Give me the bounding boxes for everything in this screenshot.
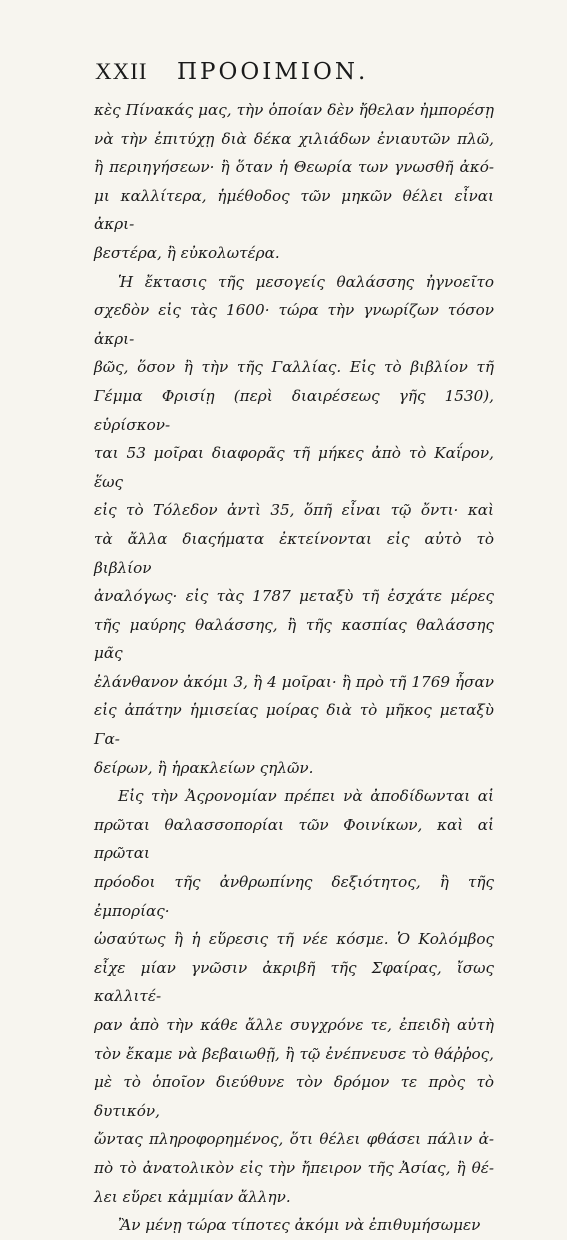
text-line: δείρων, ἢ ἡρακλείων ςηλῶν. — [94, 758, 314, 777]
text-line: κὲς Πίνακάς μας, τὴν ὁποίαν δὲν ἤθελαν ἠμπορέσῃ — [94, 101, 494, 119]
text-line: λει εὕρει κἀμμίαν ἄλλην. — [94, 1187, 291, 1206]
text-line: Ἡ ἔκτασις τῆς μεσογείς θαλάσσης ἠγνοεῖτο — [118, 272, 494, 291]
text-line: ραν ἀπὸ τὴν κάθε ἄλλε συγχρόνε τε, ἐπειδὴ αὐτὴ — [94, 1016, 494, 1034]
text-line: βεστέρα, ἢ εὐκολωτέρα. — [94, 243, 280, 262]
text-line: μι καλλίτερα, ἡμέθοδος τῶν μηκῶν θέλει εἶναι ἀκρι- — [94, 186, 494, 234]
text-line: μὲ τὸ ὁποῖον διεύθυνε τὸν δρόμον τε πρὸς τὸ δυτικόν, — [94, 1073, 494, 1120]
paragraph — [94, 1211, 494, 1240]
text-line: ται 53 μοῖραι διαφορᾶς τῆ μήκες ἀπὸ τὸ Καΐρον, ἕως — [94, 444, 494, 491]
text-line: εἰς ἀπάτην ἡμισείας μοίρας διὰ τὸ μῆκος μεταξὺ Γα- — [94, 701, 494, 749]
text-line: ὡσαύτως ἢ ἡ εὕρεσις τῆ νέε κόσμε. Ὁ Κολόμβος — [94, 930, 494, 949]
paragraph — [94, 782, 494, 1211]
text-line: τὸν ἔκαμε νὰ βεβαιωθῇ, ἢ τῷ ἐνέπνευσε τὸ θάῤῥος, — [94, 1044, 494, 1063]
text-line: τὰ ἄλλα διαςήματα ἐκτείνονται εἰς αὐτὸ τὸ βιβλίον — [94, 529, 494, 577]
paragraph — [94, 268, 494, 783]
text-line: τῆς μαύρης θαλάσσης, ἢ τῆς κασπίας θαλάσσης μᾶς — [94, 615, 494, 663]
body-text — [94, 96, 494, 1240]
text-line: βῶς, ὅσον ἢ τὴν τῆς Γαλλίας. Εἰς τὸ βιβλίον τῆ — [94, 358, 494, 377]
running-title: ΠΡΟΟΙΜΙΟΝ. — [177, 59, 369, 85]
text-line: ἀναλόγως· εἰς τὰς 1787 μεταξὺ τῆ ἐσχάτε μέρες — [94, 587, 494, 606]
text-line: πρόοδοι τῆς ἀνθρωπίνης δεξιότητος, ἢ τῆς ἐμπορίας· — [94, 873, 494, 920]
text-line: Ἂν μένῃ τώρα τίποτες ἀκόμι νὰ ἐπιθυμήσωμεν — [118, 1216, 481, 1235]
text-line: Εἰς τὴν Ἀςρονομίαν πρέπει νὰ ἀποδίδωνται αἱ — [118, 787, 494, 806]
text-line: ἢ περιηγήσεων· ἢ ὅταν ἡ Θεωρία των γνωσθῆ ἀκό- — [94, 158, 494, 177]
text-line: πρῶται θαλασσοπορίαι τῶν Φοινίκων, καὶ αἱ πρῶται — [94, 815, 494, 863]
text-line: Γέμμα Φρισίῃ (περὶ διαιρέσεως γῆς 1530), εὑρίσκον- — [94, 386, 494, 434]
text-line: ἐλάνθανον ἀκόμι 3, ἢ 4 μοῖραι· ἢ πρὸ τῆ 1769 ἦσαν — [94, 672, 494, 691]
page-number: XXII — [95, 59, 148, 84]
text-line: εἰς τὸ Τόλεδον ἀντὶ 35, ὅπῆ εἶναι τῷ ὄντι· καὶ — [94, 501, 494, 520]
text-line: νὰ τὴν ἐπιτύχῃ διὰ δέκα χιλιάδων ἐνιαυτῶν πλῶ, — [94, 129, 494, 148]
text-line: πὸ τὸ ἀνατολικὸν εἰς τὴν ἤπειρον τῆς Ἀσίας, ἢ θέ- — [94, 1158, 494, 1177]
text-line: ὤντας πληροφορημένος, ὅτι θέλει φθάσει πάλιν ἀ- — [94, 1130, 494, 1149]
text-line: εἶχε μίαν γνῶσιν ἀκριβῆ τῆς Σφαίρας, ἴσως καλλιτέ- — [94, 958, 494, 1006]
text-line: σχεδὸν εἰς τὰς 1600· τώρα τὴν γνωρίζων τόσον ἀκρι- — [94, 301, 494, 348]
paragraph — [94, 96, 494, 268]
